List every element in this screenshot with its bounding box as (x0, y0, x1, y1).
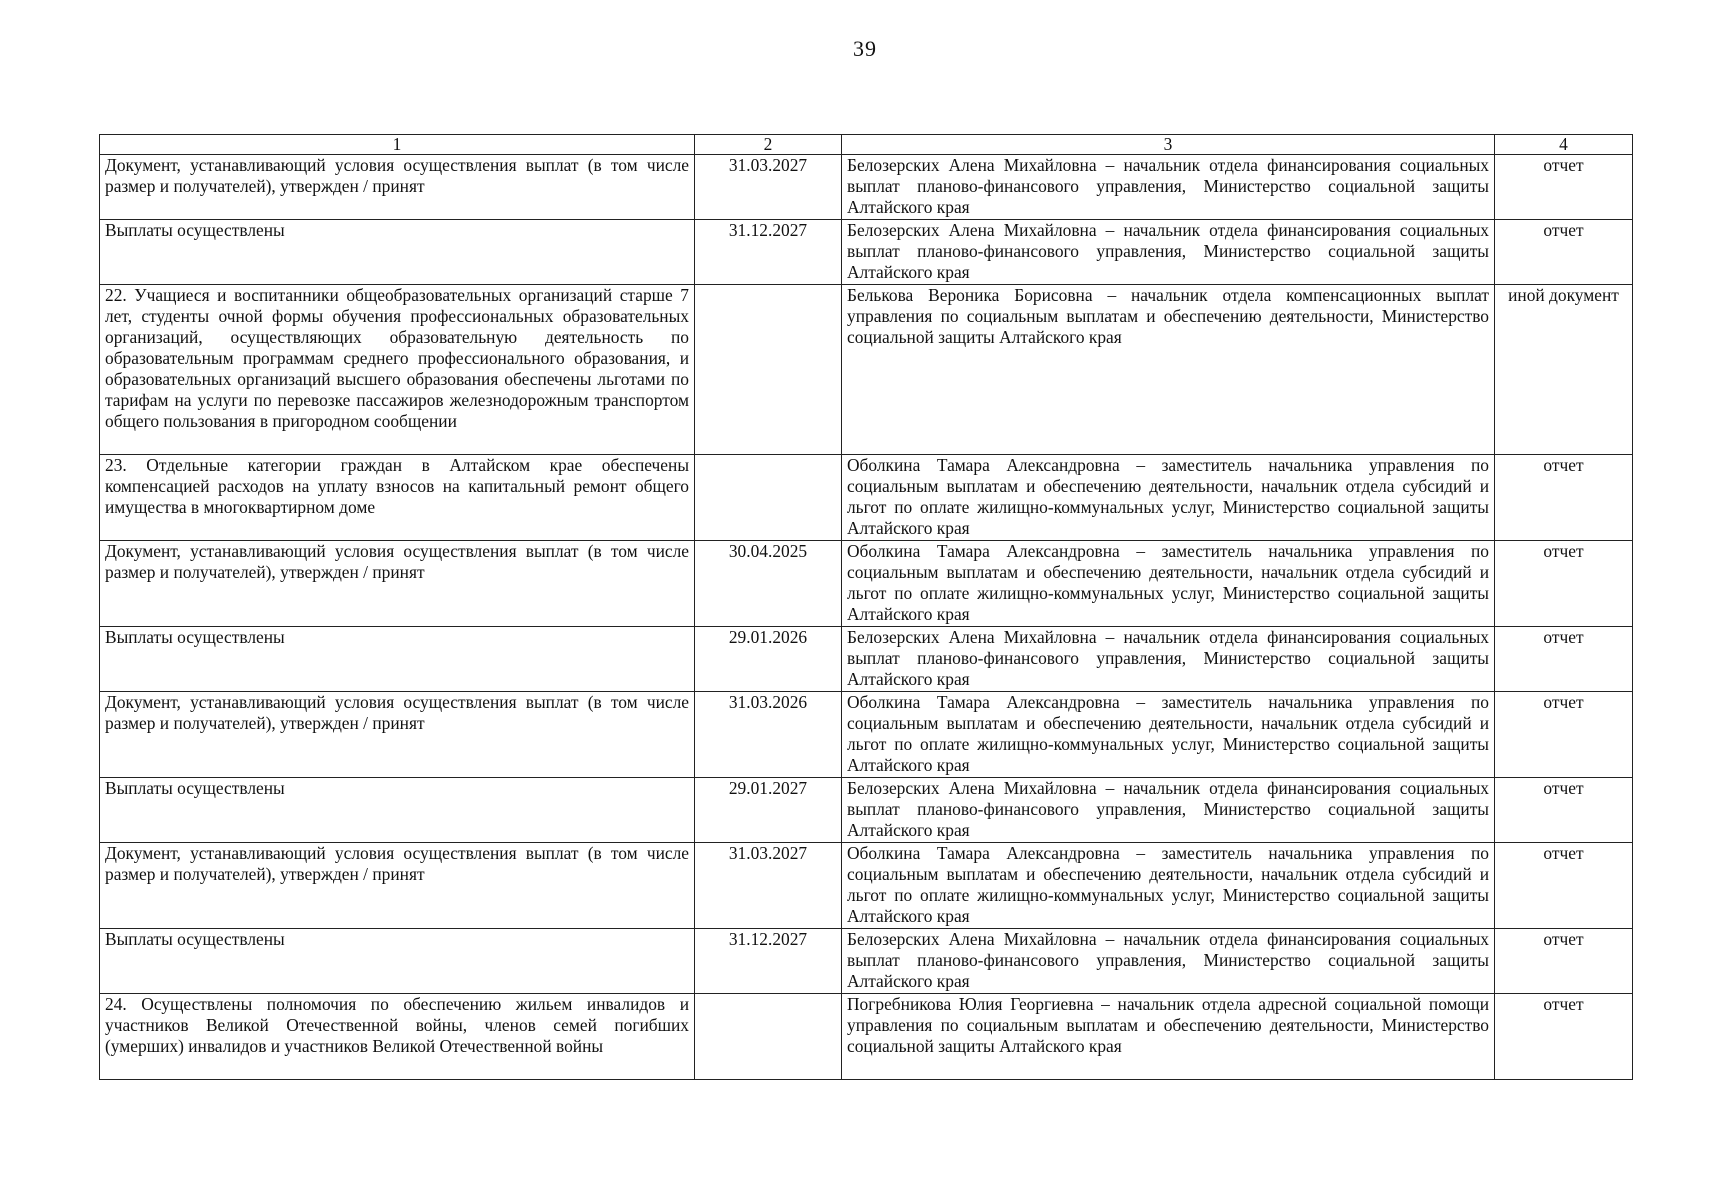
cell-responsible: Оболкина Тамара Александровна – заместитель начальника управления по социальным выплатам и обеспечению деятельности, начальник отдела субсидий и льгот по оплате жилищно-коммунальных услуг, Министерство социальной защиты Алтайского края (842, 843, 1495, 929)
cell-document-type: отчет (1495, 843, 1633, 929)
cell-event: 23. Отдельные категории граждан в Алтайском крае обеспечены компенсацией расходов на уплату взносов на капитальный ремонт общего имущества в многоквартирном доме (100, 455, 695, 541)
cell-document-type: отчет (1495, 994, 1633, 1080)
cell-document-type: отчет (1495, 155, 1633, 220)
cell-responsible: Оболкина Тамара Александровна – заместитель начальника управления по социальным выплатам и обеспечению деятельности, начальник отдела субсидий и льгот по оплате жилищно-коммунальных услуг, Министерство социальной защиты Алтайского края (842, 692, 1495, 778)
table-header-row (100, 135, 1633, 155)
table-row (100, 929, 1633, 994)
cell-responsible: Оболкина Тамара Александровна – заместитель начальника управления по социальным выплатам и обеспечению деятельности, начальник отдела субсидий и льгот по оплате жилищно-коммунальных услуг, Министерство социальной защиты Алтайского края (842, 455, 1495, 541)
table-row (100, 843, 1633, 929)
cell-event: Выплаты осуществлены (100, 929, 695, 994)
cell-responsible: Белозерских Алена Михайловна – начальник отдела финансирования социальных выплат планово-финансового управления, Министерство социальной защиты Алтайского края (842, 627, 1495, 692)
table-row (100, 220, 1633, 285)
cell-date (695, 455, 842, 541)
table-row (100, 455, 1633, 541)
cell-document-type: отчет (1495, 929, 1633, 994)
cell-responsible: Белозерских Алена Михайловна – начальник отдела финансирования социальных выплат планово-финансового управления, Министерство социальной защиты Алтайского края (842, 220, 1495, 285)
cell-document-type: иной документ (1495, 285, 1633, 455)
cell-event: 24. Осуществлены полномочия по обеспечению жильем инвалидов и участников Великой Отечественной войны, членов семей погибших (умерших) инвалидов и участников Великой Отечественной войны (100, 994, 695, 1080)
cell-event: Документ, устанавливающий условия осуществления выплат (в том числе размер и получателей), утвержден / принят (100, 843, 695, 929)
cell-event: Документ, устанавливающий условия осуществления выплат (в том числе размер и получателей), утвержден / принят (100, 541, 695, 627)
cell-responsible: Погребникова Юлия Георгиевна – начальник отдела адресной социальной помощи управления по социальным выплатам и обеспечению деятельности, Министерство социальной защиты Алтайского края (842, 994, 1495, 1080)
cell-document-type: отчет (1495, 692, 1633, 778)
cell-document-type: отчет (1495, 220, 1633, 285)
table-row (100, 778, 1633, 843)
cell-date (695, 285, 842, 455)
cell-date: 31.12.2027 (695, 220, 842, 285)
header-col-3: 3 (842, 135, 1495, 155)
cell-event: 22. Учащиеся и воспитанники общеобразовательных организаций старше 7 лет, студенты очной формы обучения профессиональных образовательных организаций, осуществляющих образовательную деятельность по образовательным программам среднего профессионального образования, и образовательных организаций высшего образования обеспечены льготами по тарифам на услуги по перевозке пассажиров железнодорожным транспортом общего пользования в пригородном сообщении (100, 285, 695, 455)
cell-document-type: отчет (1495, 455, 1633, 541)
page-number: 39 (853, 36, 877, 61)
cell-event: Выплаты осуществлены (100, 220, 695, 285)
cell-document-type: отчет (1495, 627, 1633, 692)
cell-responsible: Белозерских Алена Михайловна – начальник отдела финансирования социальных выплат планово-финансового управления, Министерство социальной защиты Алтайского края (842, 155, 1495, 220)
cell-responsible: Белозерских Алена Михайловна – начальник отдела финансирования социальных выплат планово-финансового управления, Министерство социальной защиты Алтайского края (842, 778, 1495, 843)
cell-date (695, 994, 842, 1080)
cell-date: 29.01.2026 (695, 627, 842, 692)
table-row (100, 627, 1633, 692)
cell-event: Документ, устанавливающий условия осуществления выплат (в том числе размер и получателей), утвержден / принят (100, 692, 695, 778)
cell-event: Выплаты осуществлены (100, 627, 695, 692)
cell-event: Выплаты осуществлены (100, 778, 695, 843)
header-col-4: 4 (1495, 135, 1633, 155)
cell-date: 30.04.2025 (695, 541, 842, 627)
cell-event: Документ, устанавливающий условия осуществления выплат (в том числе размер и получателей), утвержден / принят (100, 155, 695, 220)
cell-date: 31.03.2027 (695, 155, 842, 220)
cell-document-type: отчет (1495, 541, 1633, 627)
cell-date: 31.03.2026 (695, 692, 842, 778)
header-col-1: 1 (100, 135, 695, 155)
header-col-2: 2 (695, 135, 842, 155)
table-row (100, 285, 1633, 455)
table-row (100, 541, 1633, 627)
table-row (100, 994, 1633, 1080)
table-row (100, 692, 1633, 778)
table-row (100, 155, 1633, 220)
cell-date: 31.12.2027 (695, 929, 842, 994)
cell-responsible: Белозерских Алена Михайловна – начальник отдела финансирования социальных выплат планово-финансового управления, Министерство социальной защиты Алтайского края (842, 929, 1495, 994)
document-table (99, 134, 1633, 1080)
cell-responsible: Белькова Вероника Борисовна – начальник отдела компенсационных выплат управления по социальным выплатам и обеспечению деятельности, Министерство социальной защиты Алтайского края (842, 285, 1495, 455)
cell-responsible: Оболкина Тамара Александровна – заместитель начальника управления по социальным выплатам и обеспечению деятельности, начальник отдела субсидий и льгот по оплате жилищно-коммунальных услуг, Министерство социальной защиты Алтайского края (842, 541, 1495, 627)
cell-date: 29.01.2027 (695, 778, 842, 843)
cell-date: 31.03.2027 (695, 843, 842, 929)
cell-document-type: отчет (1495, 778, 1633, 843)
